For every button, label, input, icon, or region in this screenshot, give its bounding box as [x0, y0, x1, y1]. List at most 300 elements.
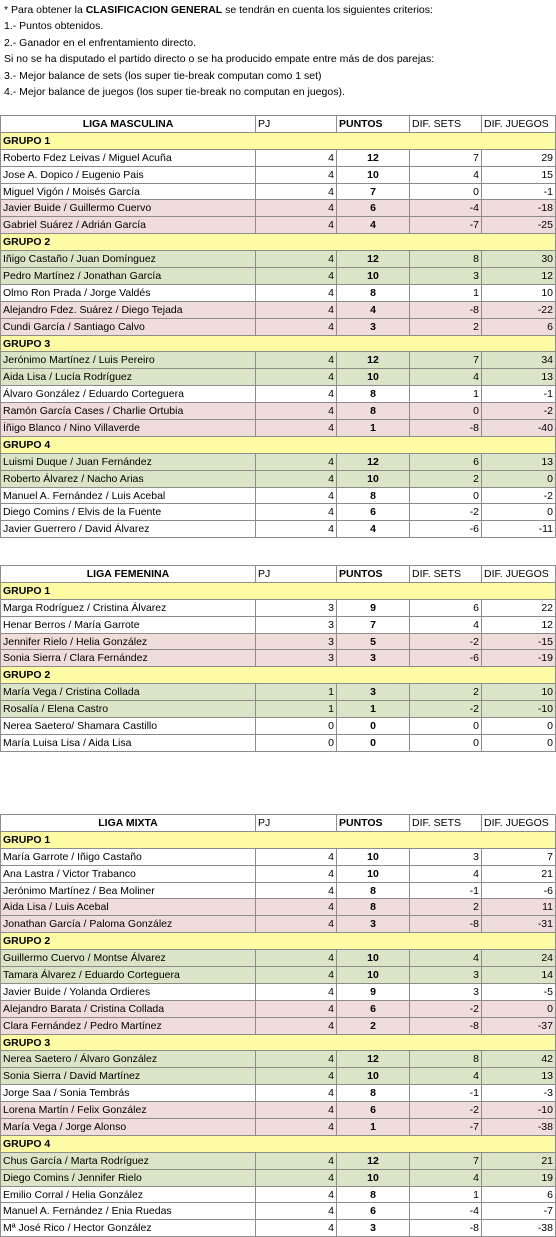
- table-row: [1, 1203, 556, 1220]
- games-difference: -5: [482, 983, 556, 1000]
- sets-difference: -8: [410, 420, 482, 437]
- points-value: 12: [337, 1051, 410, 1068]
- pair-name: Tamara Álvarez / Eduardo Corteguera: [1, 967, 256, 984]
- table-row: [1, 882, 556, 899]
- pair-name: Jorge Saa / Sonia Tembrás: [1, 1085, 256, 1102]
- table-row: [1, 1119, 556, 1136]
- sets-difference: 4: [410, 1169, 482, 1186]
- table-row: [1, 284, 556, 301]
- games-difference: -38: [482, 1220, 556, 1237]
- league-title: LIGA MIXTA: [1, 815, 256, 832]
- played-count: 3: [256, 650, 337, 667]
- pair-name: María Luisa Lisa / Aida Lisa: [1, 734, 256, 751]
- pair-name: Javier Buide / Yolanda Ordieres: [1, 983, 256, 1000]
- league-title: LIGA FEMENINA: [1, 566, 256, 583]
- standings-table: [0, 115, 556, 538]
- pair-name: Javier Guerrero / David Álvarez: [1, 521, 256, 538]
- played-count: 4: [256, 899, 337, 916]
- table-row: [1, 504, 556, 521]
- group-name: GRUPO 2: [1, 933, 556, 950]
- league-table-mixta: [0, 814, 555, 1237]
- group-name: GRUPO 4: [1, 1135, 556, 1152]
- standings-table: [0, 565, 556, 752]
- table-row: [1, 1169, 556, 1186]
- points-value: 1: [337, 1119, 410, 1136]
- pair-name: Ana Lastra / Victor Trabanco: [1, 865, 256, 882]
- group-header-row: [1, 667, 556, 684]
- sets-difference: 2: [410, 684, 482, 701]
- points-value: 4: [337, 301, 410, 318]
- pair-name: Gabriel Suárez / Adrián García: [1, 217, 256, 234]
- group-header-row: [1, 436, 556, 453]
- table-row: [1, 650, 556, 667]
- table-row: [1, 183, 556, 200]
- games-difference: 19: [482, 1169, 556, 1186]
- table-row: [1, 301, 556, 318]
- table-row: [1, 734, 556, 751]
- pair-name: Henar Berros / María Garrote: [1, 616, 256, 633]
- group-name: GRUPO 1: [1, 582, 556, 599]
- group-name: GRUPO 3: [1, 1034, 556, 1051]
- points-value: 3: [337, 650, 410, 667]
- pair-name: Nerea Saetero/ Shamara Castillo: [1, 718, 256, 735]
- games-difference: 0: [482, 504, 556, 521]
- played-count: 4: [256, 1051, 337, 1068]
- table-row: [1, 1102, 556, 1119]
- table-row: [1, 718, 556, 735]
- table-row: [1, 453, 556, 470]
- table-row: [1, 684, 556, 701]
- games-difference: 0: [482, 1000, 556, 1017]
- pair-name: Roberto Fdez Leivas / Miguel Acuña: [1, 149, 256, 166]
- games-difference: -1: [482, 386, 556, 403]
- games-difference: 13: [482, 453, 556, 470]
- points-value: 12: [337, 149, 410, 166]
- played-count: 4: [256, 1152, 337, 1169]
- sets-difference: -6: [410, 521, 482, 538]
- points-value: 6: [337, 1102, 410, 1119]
- sets-difference: -2: [410, 1000, 482, 1017]
- points-value: 8: [337, 1085, 410, 1102]
- played-count: 4: [256, 1000, 337, 1017]
- games-difference: 21: [482, 1152, 556, 1169]
- sets-difference: -4: [410, 200, 482, 217]
- sets-difference: -6: [410, 650, 482, 667]
- standings-table: [0, 814, 556, 1237]
- group-name: GRUPO 1: [1, 831, 556, 848]
- games-difference: 6: [482, 1186, 556, 1203]
- group-header-row: [1, 582, 556, 599]
- sets-difference: -8: [410, 1220, 482, 1237]
- games-difference: -10: [482, 1102, 556, 1119]
- sets-difference: -1: [410, 1085, 482, 1102]
- played-count: 4: [256, 1169, 337, 1186]
- sets-difference: 7: [410, 149, 482, 166]
- sets-difference: 8: [410, 1051, 482, 1068]
- games-difference: -1: [482, 183, 556, 200]
- sets-difference: 2: [410, 899, 482, 916]
- played-count: 4: [256, 284, 337, 301]
- league-table-femenina: [0, 565, 555, 752]
- games-difference: -15: [482, 633, 556, 650]
- sets-difference: 6: [410, 453, 482, 470]
- points-value: 8: [337, 882, 410, 899]
- played-count: 4: [256, 916, 337, 933]
- games-difference: -11: [482, 521, 556, 538]
- points-value: 5: [337, 633, 410, 650]
- sets-difference: 4: [410, 865, 482, 882]
- points-value: 12: [337, 1152, 410, 1169]
- sets-difference: 0: [410, 734, 482, 751]
- intro-line-1: * Para obtener la CLASIFICACION GENERAL se tendrán en cuenta los siguientes criterios:: [4, 4, 433, 16]
- table-row: [1, 916, 556, 933]
- sets-difference: -2: [410, 701, 482, 718]
- games-difference: 12: [482, 616, 556, 633]
- games-difference: -31: [482, 916, 556, 933]
- points-value: 10: [337, 369, 410, 386]
- table-row: [1, 633, 556, 650]
- pair-name: Alejandro Fdez. Suárez / Diego Tejada: [1, 301, 256, 318]
- games-difference: 22: [482, 599, 556, 616]
- table-row: [1, 1220, 556, 1237]
- games-difference: -10: [482, 701, 556, 718]
- points-value: 6: [337, 1203, 410, 1220]
- sets-difference: 4: [410, 369, 482, 386]
- sets-difference: -1: [410, 882, 482, 899]
- pair-name: Jose A. Dopico / Eugenio Pais: [1, 166, 256, 183]
- points-value: 6: [337, 200, 410, 217]
- games-difference: 0: [482, 470, 556, 487]
- games-difference: 6: [482, 318, 556, 335]
- points-value: 8: [337, 386, 410, 403]
- games-difference: 42: [482, 1051, 556, 1068]
- group-name: GRUPO 1: [1, 132, 556, 149]
- games-difference: -25: [482, 217, 556, 234]
- table-row: [1, 420, 556, 437]
- table-row: [1, 166, 556, 183]
- pair-name: Diego Comins / Elvis de la Fuente: [1, 504, 256, 521]
- played-count: 0: [256, 734, 337, 751]
- games-difference: -37: [482, 1017, 556, 1034]
- points-value: 12: [337, 453, 410, 470]
- sets-difference: 3: [410, 268, 482, 285]
- sets-difference: 4: [410, 1068, 482, 1085]
- sets-difference: 0: [410, 487, 482, 504]
- played-count: 4: [256, 217, 337, 234]
- pair-name: María Garrote / Iñigo Castaño: [1, 848, 256, 865]
- pair-name: Jerónimo Martínez / Luis Pereiro: [1, 352, 256, 369]
- table-row: [1, 616, 556, 633]
- points-value: 7: [337, 616, 410, 633]
- group-header-row: [1, 933, 556, 950]
- played-count: 4: [256, 1102, 337, 1119]
- group-header-row: [1, 335, 556, 352]
- played-count: 4: [256, 470, 337, 487]
- points-value: 3: [337, 1220, 410, 1237]
- sets-difference: 7: [410, 352, 482, 369]
- table-header-row: [1, 116, 556, 133]
- points-value: 10: [337, 848, 410, 865]
- points-value: 6: [337, 1000, 410, 1017]
- column-header-puntos: PUNTOS: [337, 566, 410, 583]
- sets-difference: 3: [410, 983, 482, 1000]
- games-difference: 11: [482, 899, 556, 916]
- clasificacion-general-label: CLASIFICACION GENERAL: [85, 4, 223, 16]
- games-difference: 15: [482, 166, 556, 183]
- played-count: 4: [256, 420, 337, 437]
- played-count: 4: [256, 848, 337, 865]
- sets-difference: 4: [410, 950, 482, 967]
- pair-name: Aida Lisa / Lucía Rodríguez: [1, 369, 256, 386]
- group-name: GRUPO 4: [1, 436, 556, 453]
- table-row: [1, 217, 556, 234]
- games-difference: -6: [482, 882, 556, 899]
- played-count: 4: [256, 983, 337, 1000]
- column-header-pj: PJ: [256, 815, 337, 832]
- group-header-row: [1, 1034, 556, 1051]
- pair-name: Manuel A. Fernández / Enia Ruedas: [1, 1203, 256, 1220]
- sets-difference: 4: [410, 166, 482, 183]
- sets-difference: 8: [410, 251, 482, 268]
- pair-name: Diego Comins / Jennifer Rielo: [1, 1169, 256, 1186]
- games-difference: -40: [482, 420, 556, 437]
- column-header-dif-juegos: DIF. JUEGOS: [482, 815, 556, 832]
- sets-difference: -7: [410, 217, 482, 234]
- column-header-pj: PJ: [256, 116, 337, 133]
- sets-difference: 4: [410, 616, 482, 633]
- table-row: [1, 1068, 556, 1085]
- pair-name: Jonathan García / Paloma González: [1, 916, 256, 933]
- pair-name: Íñigo Blanco / Nino Villaverde: [1, 420, 256, 437]
- table-row: [1, 701, 556, 718]
- points-value: 8: [337, 899, 410, 916]
- intro-criteria: [0, 0, 556, 100]
- games-difference: 14: [482, 967, 556, 984]
- league-title: LIGA MASCULINA: [1, 116, 256, 133]
- pair-name: Marga Rodríguez / Cristina Álvarez: [1, 599, 256, 616]
- played-count: 4: [256, 403, 337, 420]
- points-value: 3: [337, 916, 410, 933]
- sets-difference: 3: [410, 967, 482, 984]
- table-row: [1, 1000, 556, 1017]
- played-count: 4: [256, 487, 337, 504]
- points-value: 10: [337, 1068, 410, 1085]
- sets-difference: 2: [410, 470, 482, 487]
- pair-name: Jennifer Rielo / Helia González: [1, 633, 256, 650]
- sets-difference: 7: [410, 1152, 482, 1169]
- points-value: 8: [337, 1186, 410, 1203]
- played-count: 4: [256, 1119, 337, 1136]
- table-row: [1, 1152, 556, 1169]
- pair-name: María Vega / Cristina Collada: [1, 684, 256, 701]
- points-value: 4: [337, 217, 410, 234]
- column-header-puntos: PUNTOS: [337, 815, 410, 832]
- played-count: 4: [256, 251, 337, 268]
- pair-name: Iñigo Castaño / Juan Domínguez: [1, 251, 256, 268]
- table-row: [1, 403, 556, 420]
- pair-name: Nerea Saetero / Álvaro González: [1, 1051, 256, 1068]
- played-count: 4: [256, 200, 337, 217]
- sets-difference: 1: [410, 386, 482, 403]
- sets-difference: 0: [410, 183, 482, 200]
- table-row: [1, 1186, 556, 1203]
- group-header-row: [1, 831, 556, 848]
- pair-name: Guillermo Cuervo / Montse Álvarez: [1, 950, 256, 967]
- points-value: 10: [337, 166, 410, 183]
- column-header-dif-sets: DIF. SETS: [410, 116, 482, 133]
- points-value: 8: [337, 403, 410, 420]
- pair-name: Lorena Martín / Felix González: [1, 1102, 256, 1119]
- pair-name: Aida Lisa / Luis Acebal: [1, 899, 256, 916]
- games-difference: 12: [482, 268, 556, 285]
- points-value: 10: [337, 865, 410, 882]
- games-difference: 7: [482, 848, 556, 865]
- sets-difference: 3: [410, 848, 482, 865]
- points-value: 9: [337, 599, 410, 616]
- games-difference: 10: [482, 284, 556, 301]
- points-value: 2: [337, 1017, 410, 1034]
- sets-difference: -8: [410, 916, 482, 933]
- played-count: 4: [256, 1085, 337, 1102]
- pair-name: Javier Buide / Guillermo Cuervo: [1, 200, 256, 217]
- played-count: 4: [256, 301, 337, 318]
- sets-difference: 0: [410, 403, 482, 420]
- points-value: 3: [337, 684, 410, 701]
- points-value: 9: [337, 983, 410, 1000]
- games-difference: -19: [482, 650, 556, 667]
- column-header-pj: PJ: [256, 566, 337, 583]
- table-row: [1, 1017, 556, 1034]
- table-row: [1, 521, 556, 538]
- played-count: 4: [256, 166, 337, 183]
- pair-name: Manuel A. Fernández / Luis Acebal: [1, 487, 256, 504]
- played-count: 1: [256, 684, 337, 701]
- group-header-row: [1, 1135, 556, 1152]
- sets-difference: -8: [410, 301, 482, 318]
- played-count: 4: [256, 268, 337, 285]
- played-count: 4: [256, 149, 337, 166]
- group-header-row: [1, 132, 556, 149]
- points-value: 0: [337, 718, 410, 735]
- intro-line-6: 4.- Mejor balance de juegos (los super tie-break no computan en juegos).: [4, 86, 345, 99]
- column-header-dif-sets: DIF. SETS: [410, 815, 482, 832]
- points-value: 10: [337, 950, 410, 967]
- group-name: GRUPO 2: [1, 667, 556, 684]
- points-value: 12: [337, 352, 410, 369]
- played-count: 4: [256, 352, 337, 369]
- played-count: 4: [256, 1068, 337, 1085]
- pair-name: Chus García / Marta Rodríguez: [1, 1152, 256, 1169]
- group-name: GRUPO 2: [1, 234, 556, 251]
- sets-difference: 2: [410, 318, 482, 335]
- table-row: [1, 1085, 556, 1102]
- played-count: 4: [256, 950, 337, 967]
- intro-line-4: Si no se ha disputado el partido directo o se ha producido empate entre más de dos parejas:: [4, 53, 435, 66]
- points-value: 10: [337, 268, 410, 285]
- points-value: 8: [337, 487, 410, 504]
- sets-difference: 6: [410, 599, 482, 616]
- league-table-masculina: [0, 115, 555, 538]
- column-header-dif-sets: DIF. SETS: [410, 566, 482, 583]
- played-count: 4: [256, 865, 337, 882]
- games-difference: -18: [482, 200, 556, 217]
- played-count: 4: [256, 386, 337, 403]
- table-row: [1, 318, 556, 335]
- pair-name: Jerónimo Martínez / Bea Moliner: [1, 882, 256, 899]
- games-difference: 0: [482, 718, 556, 735]
- points-value: 4: [337, 521, 410, 538]
- played-count: 1: [256, 701, 337, 718]
- played-count: 3: [256, 616, 337, 633]
- pair-name: Ramón García Cases / Charlie Ortubia: [1, 403, 256, 420]
- played-count: 4: [256, 1186, 337, 1203]
- pair-name: Rosalía / Elena Castro: [1, 701, 256, 718]
- played-count: 4: [256, 183, 337, 200]
- games-difference: -22: [482, 301, 556, 318]
- table-row: [1, 950, 556, 967]
- points-value: 0: [337, 734, 410, 751]
- pair-name: Roberto Álvarez / Nacho Arias: [1, 470, 256, 487]
- sets-difference: -2: [410, 1102, 482, 1119]
- pair-name: Olmo Ron Prada / Jorge Valdés: [1, 284, 256, 301]
- points-value: 10: [337, 967, 410, 984]
- played-count: 4: [256, 1203, 337, 1220]
- table-row: [1, 268, 556, 285]
- table-row: [1, 369, 556, 386]
- played-count: 4: [256, 1220, 337, 1237]
- table-row: [1, 251, 556, 268]
- points-value: 10: [337, 470, 410, 487]
- games-difference: 13: [482, 1068, 556, 1085]
- played-count: 4: [256, 369, 337, 386]
- pair-name: Clara Fernández / Pedro Martínez: [1, 1017, 256, 1034]
- sets-difference: -2: [410, 633, 482, 650]
- games-difference: -7: [482, 1203, 556, 1220]
- points-value: 10: [337, 1169, 410, 1186]
- sets-difference: 1: [410, 284, 482, 301]
- games-difference: 24: [482, 950, 556, 967]
- sets-difference: -2: [410, 504, 482, 521]
- games-difference: -2: [482, 487, 556, 504]
- table-row: [1, 487, 556, 504]
- column-header-dif-juegos: DIF. JUEGOS: [482, 116, 556, 133]
- games-difference: 34: [482, 352, 556, 369]
- games-difference: 21: [482, 865, 556, 882]
- pair-name: Cundi García / Santiago Calvo: [1, 318, 256, 335]
- table-header-row: [1, 815, 556, 832]
- played-count: 0: [256, 718, 337, 735]
- played-count: 3: [256, 599, 337, 616]
- table-row: [1, 1051, 556, 1068]
- points-value: 8: [337, 284, 410, 301]
- table-row: [1, 470, 556, 487]
- intro-line-3: 2.- Ganador en el enfrentamiento directo.: [4, 36, 197, 49]
- pair-name: Alejandro Barata / Cristina Collada: [1, 1000, 256, 1017]
- played-count: 4: [256, 967, 337, 984]
- pair-name: Mª José Rico / Hector González: [1, 1220, 256, 1237]
- table-row: [1, 352, 556, 369]
- sets-difference: -8: [410, 1017, 482, 1034]
- intro-line-5: 3.- Mejor balance de sets (los super tie-break computan como 1 set): [4, 69, 322, 82]
- pair-name: Sonia Sierra / David Martínez: [1, 1068, 256, 1085]
- table-row: [1, 599, 556, 616]
- table-header-row: [1, 566, 556, 583]
- column-header-puntos: PUNTOS: [337, 116, 410, 133]
- pair-name: Emilio Corral / Helia González: [1, 1186, 256, 1203]
- points-value: 1: [337, 701, 410, 718]
- table-row: [1, 899, 556, 916]
- pair-name: Pedro Martínez / Jonathan García: [1, 268, 256, 285]
